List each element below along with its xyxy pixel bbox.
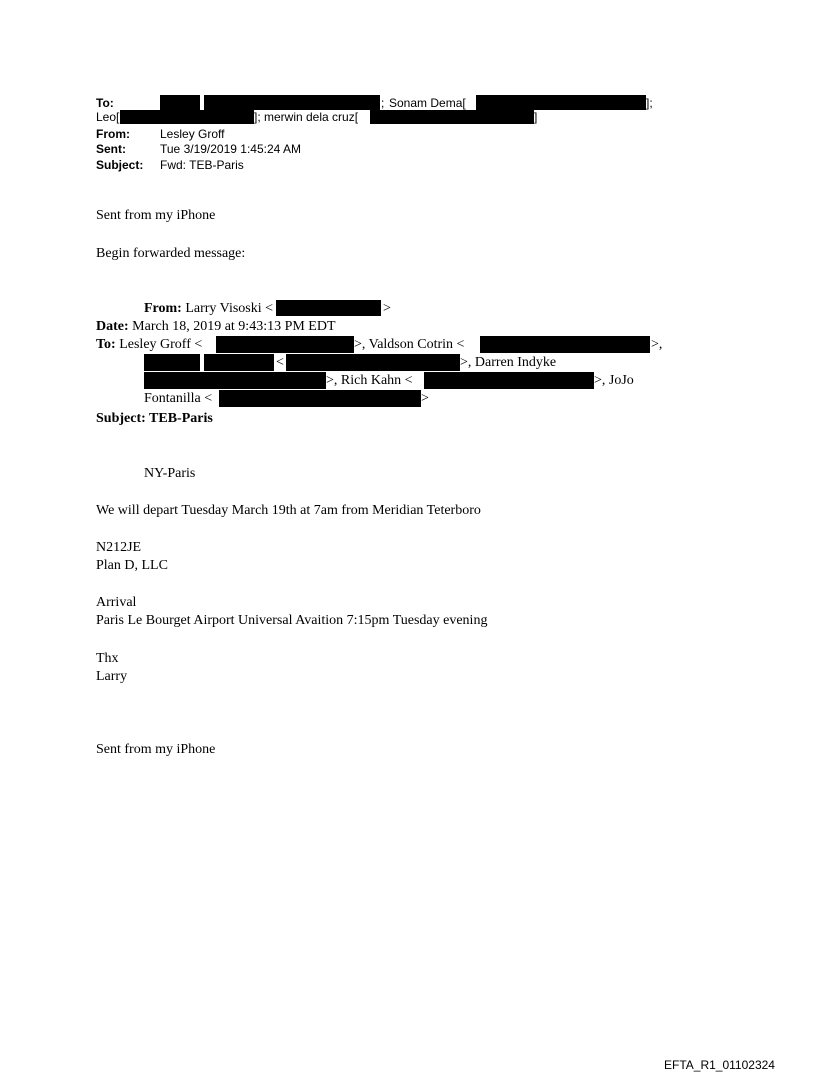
fwd-date-line — [96, 319, 336, 335]
redaction-block — [476, 95, 646, 110]
fwd-from-label: From: — [144, 301, 182, 316]
fwd-to-close: > — [421, 391, 429, 406]
arrival-detail: Paris Le Bourget Airport Universal Avaition 7:15pm Tuesday evening — [96, 613, 488, 628]
signature-text: Larry — [96, 669, 128, 684]
fwd-to-rich: >, Rich Kahn < — [326, 373, 413, 388]
to-semicolon: ; — [381, 96, 385, 110]
fwd-from-value: Larry Visoski < — [185, 301, 274, 316]
fwd-subject-line — [96, 411, 213, 427]
redaction-block — [216, 336, 354, 353]
redaction-block — [480, 336, 650, 353]
redaction-block — [370, 110, 534, 124]
sent-value: Tue 3/19/2019 1:45:24 AM — [160, 142, 301, 156]
redaction-block — [144, 354, 200, 371]
to-recipient-sonam: Sonam Dema[ — [389, 96, 466, 110]
fwd-to-valdson: >, Valdson Cotrin < — [354, 337, 465, 352]
fwd-to-line — [96, 337, 202, 353]
redaction-block — [204, 95, 380, 110]
redaction-block — [276, 300, 381, 316]
from-value: Lesley Groff — [160, 127, 225, 141]
fwd-from-close: > — [383, 301, 391, 316]
redaction-block — [219, 390, 421, 407]
redaction-block — [424, 372, 594, 389]
redaction-block — [160, 95, 200, 110]
fwd-to-label: To: — [96, 337, 116, 352]
from-label: From: — [96, 127, 130, 141]
fwd-to-comma: >, — [651, 337, 663, 352]
fwd-subject-value: TEB-Paris — [149, 411, 213, 426]
sent-from-iphone-2: Sent from my iPhone — [96, 742, 216, 757]
arrival-label: Arrival — [96, 595, 137, 610]
fwd-to-lesley: Lesley Groff < — [119, 337, 203, 352]
sent-label: Sent: — [96, 142, 126, 156]
redaction-block — [144, 372, 326, 389]
redaction-block — [204, 354, 274, 371]
fwd-to-fontanilla: Fontanilla < — [144, 391, 213, 406]
tail-number-text: N212JE — [96, 540, 142, 555]
to-separator: ]; — [646, 96, 653, 110]
plan-text: Plan D, LLC — [96, 558, 168, 573]
to-recipient-leo: Leo[ — [96, 110, 120, 124]
route-text: NY-Paris — [144, 466, 196, 481]
fwd-date-label: Date: — [96, 319, 129, 334]
subject-value: Fwd: TEB-Paris — [160, 158, 244, 172]
subject-label: Subject: — [96, 158, 144, 172]
fwd-to-lt: < — [276, 355, 284, 370]
fwd-from-line — [144, 301, 273, 317]
fwd-date-value: March 18, 2019 at 9:43:13 PM EDT — [132, 319, 336, 334]
to-label: To: — [96, 96, 114, 110]
sent-from-iphone: Sent from my iPhone — [96, 208, 216, 223]
begin-forwarded-message: Begin forwarded message: — [96, 246, 246, 261]
fwd-subject-label: Subject: — [96, 411, 146, 426]
redaction-block — [120, 110, 254, 124]
fwd-to-jojo: >, JoJo — [594, 373, 634, 388]
document-id: EFTA_R1_01102324 — [664, 1058, 775, 1072]
fwd-to-darren: >, Darren Indyke — [460, 355, 557, 370]
to-recipient-merwin: ]; merwin dela cruz[ — [254, 110, 359, 124]
redaction-block — [286, 354, 460, 371]
to-end: ] — [534, 110, 538, 124]
departure-text: We will depart Tuesday March 19th at 7am from Meridian Teterboro — [96, 503, 481, 518]
thanks-text: Thx — [96, 651, 119, 666]
